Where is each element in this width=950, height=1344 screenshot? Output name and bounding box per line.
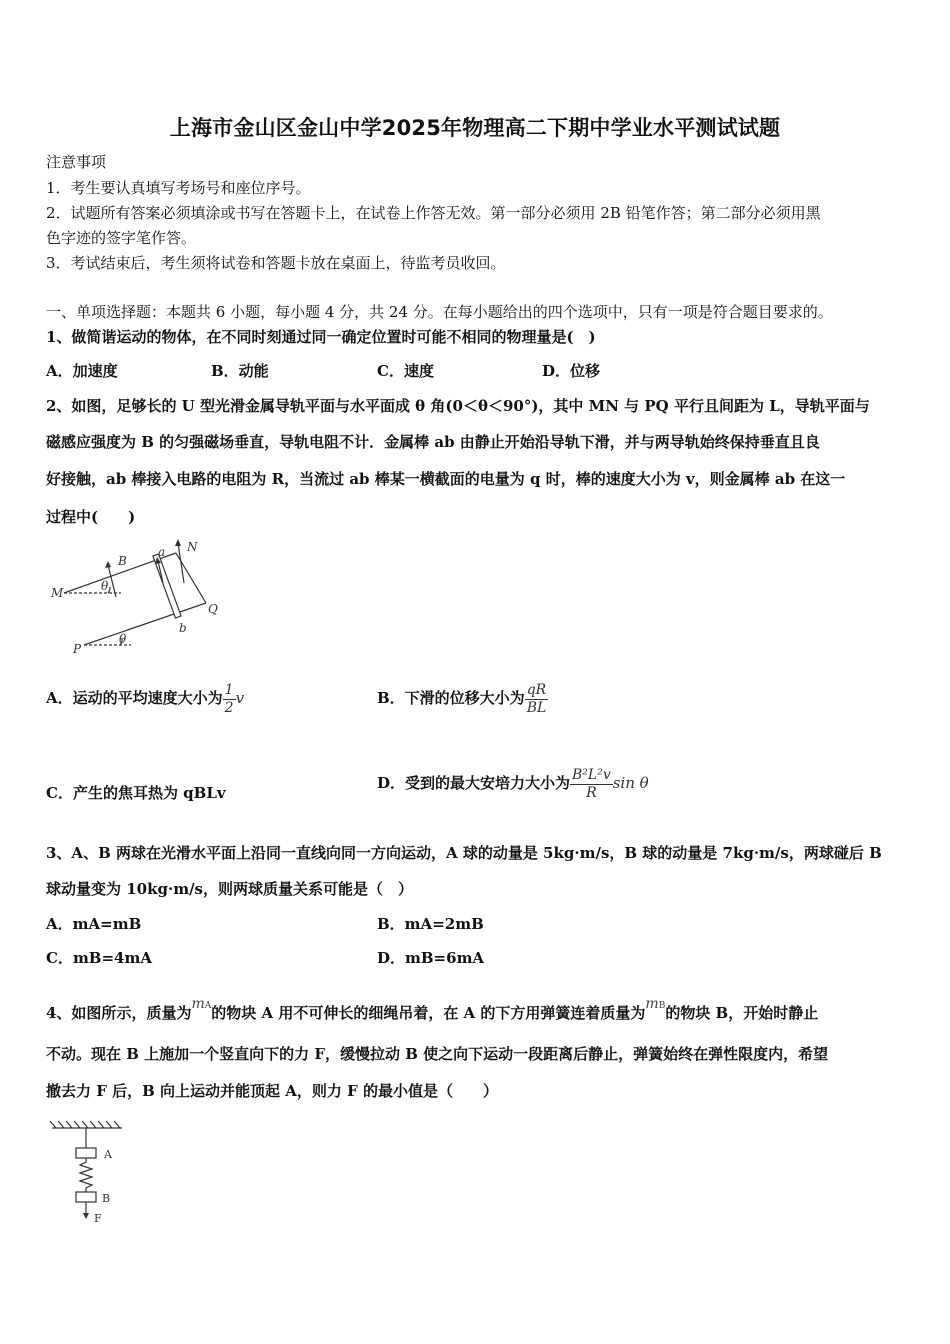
q2-line-2: 磁感应强度为 B 的匀强磁场垂直，导轨电阻不计．金属棒 ab 由静止开始沿导轨下滑，并与两导轨始终保持垂直且良 xyxy=(46,433,820,451)
angle-arc-1 xyxy=(108,587,110,593)
q4-mass-a xyxy=(191,996,211,1012)
q2-option-d-text: D．受到的最大安培力大小为 xyxy=(377,774,571,792)
block-b xyxy=(76,1192,96,1202)
label-b-rod: b xyxy=(179,621,187,635)
label-m: M xyxy=(51,586,64,600)
rail-diagram xyxy=(46,535,236,660)
q4-line-1-part-b: 的物块 A 用不可伸长的细绳吊着，在 A 的下方用弹簧连着质量为 xyxy=(211,1004,646,1022)
label-block-b: B xyxy=(102,1192,111,1205)
q3-option-b: B．mA=2mB xyxy=(377,915,484,933)
q2-option-d-fraction xyxy=(570,767,613,802)
label-force: F xyxy=(94,1212,102,1225)
notice-item-2-cont: 色字迹的签字笔作答。 xyxy=(46,229,197,247)
q1-stem: 1、做简谐运动的物体，在不同时刻通过同一确定位置时可能不相同的物理量是( ) xyxy=(46,328,596,346)
q2-option-a xyxy=(46,680,244,717)
q2-option-b-text: B．下滑的位移大小为 xyxy=(377,689,525,707)
q2-option-b-fraction xyxy=(525,682,549,717)
q2-option-b xyxy=(377,680,548,717)
q1-option-b: B．动能 xyxy=(211,362,269,380)
notice-heading: 注意事项 xyxy=(46,153,107,171)
q4-mass-b xyxy=(645,996,665,1012)
q2-option-a-den: 2 xyxy=(224,699,234,716)
q3-option-c: C．mB=4mA xyxy=(46,949,153,967)
force-arrowhead xyxy=(83,1213,89,1219)
q2-option-a-tail: v xyxy=(235,689,245,707)
q3-line-1: 3、A、B 两球在光滑水平面上沿同一直线向同一方向运动，A 球的动量是 5kg·m/s，B 球的动量是 7kg·m/s，两球碰后 B xyxy=(46,844,882,862)
q2-line-4: 过程中( ) xyxy=(46,508,136,526)
label-p: P xyxy=(73,642,82,656)
label-theta-1: θ xyxy=(101,579,109,593)
q4-mass-a-symbol: m xyxy=(191,996,205,1012)
ceiling-hatch xyxy=(50,1121,120,1128)
q2-option-d xyxy=(377,765,649,802)
rail-pq xyxy=(84,603,206,645)
spring xyxy=(80,1158,92,1192)
label-theta-2: θ xyxy=(119,632,127,646)
q2-line-3: 好接触，ab 棒接入电路的电阻为 R，当流过 ab 棒某一横截面的电量为 q 时，棒的速度大小为 v，则金属棒 ab 在这一 xyxy=(46,470,846,488)
normal-arrowhead xyxy=(175,539,181,546)
q1-option-c: C．速度 xyxy=(377,362,434,380)
block-a xyxy=(76,1148,96,1158)
normal-arrow xyxy=(178,543,184,583)
q4-mass-b-sub: B xyxy=(658,1001,666,1011)
q3-option-a: A．mA=mB xyxy=(46,915,142,933)
q2-option-d-den: R xyxy=(586,784,597,801)
q4-line-1-part-c: 的物块 B，开始时静止 xyxy=(665,1004,819,1022)
q2-option-d-num: B²L²v xyxy=(572,766,611,783)
q2-option-b-num: qR xyxy=(525,682,549,700)
label-b-field: B xyxy=(118,554,127,568)
q2-line-1: 2、如图，足够长的 U 型光滑金属导轨平面与水平面成 θ 角(0＜θ＜90°)，其中 MN 与 PQ 平行且间距为 L，导轨平面与 xyxy=(46,397,870,415)
q4-line-3: 撤去力 F 后，B 向上运动并能顶起 A，则力 F 的最小值是（ ） xyxy=(46,1082,498,1100)
q1-option-d: D．位移 xyxy=(542,362,601,380)
q4-mass-a-sub: A xyxy=(204,1001,212,1011)
spring-diagram xyxy=(46,1118,136,1228)
q2-option-d-tail: sin θ xyxy=(612,774,649,792)
page-title: 上海市金山区金山中学2025年物理高二下期中学业水平测试试题 xyxy=(169,116,781,140)
q2-option-c: C．产生的焦耳热为 qBLv xyxy=(46,784,226,802)
field-arrowhead xyxy=(105,561,111,568)
q2-option-a-text: A．运动的平均速度大小为 xyxy=(46,689,223,707)
label-a: a xyxy=(158,545,166,559)
q4-line-1 xyxy=(46,994,908,1023)
label-block-a: A xyxy=(104,1148,112,1161)
notice-item-1: 1．考生要认真填写考场号和座位序号。 xyxy=(46,179,311,197)
label-n: N xyxy=(187,540,198,554)
q2-option-a-num: 1 xyxy=(224,681,234,698)
q1-option-a: A．加速度 xyxy=(46,362,118,380)
section-heading: 一、单项选择题：本题共 6 小题，每小题 4 分，共 24 分。在每小题给出的四个选项中，只有一项是符合题目要求的。 xyxy=(46,303,833,321)
label-q: Q xyxy=(208,602,218,616)
q4-line-1-part-a: 4、如图所示，质量为 xyxy=(46,1004,192,1022)
q3-line-2: 球动量变为 10kg·m/s，则两球质量关系可能是（ ） xyxy=(46,880,413,898)
q3-option-d: D．mB=6mA xyxy=(377,949,485,967)
notice-item-2: 2．试题所有答案必须填涂或书写在答题卡上，在试卷上作答无效。第一部分必须用 2B 铅笔作答；第二部分必须用黑 xyxy=(46,204,821,222)
q4-mass-b-symbol: m xyxy=(645,996,659,1012)
notice-item-3: 3．考试结束后，考生须将试卷和答题卡放在桌面上，待监考员收回。 xyxy=(46,254,506,272)
q2-option-a-fraction xyxy=(223,682,236,717)
q2-option-b-den: BL xyxy=(526,699,547,716)
q4-line-2: 不动。现在 B 上施加一个竖直向下的力 F，缓慢拉动 B 使之向下运动一段距离后静止，弹簧始终在弹性限度内，希望 xyxy=(46,1045,829,1063)
